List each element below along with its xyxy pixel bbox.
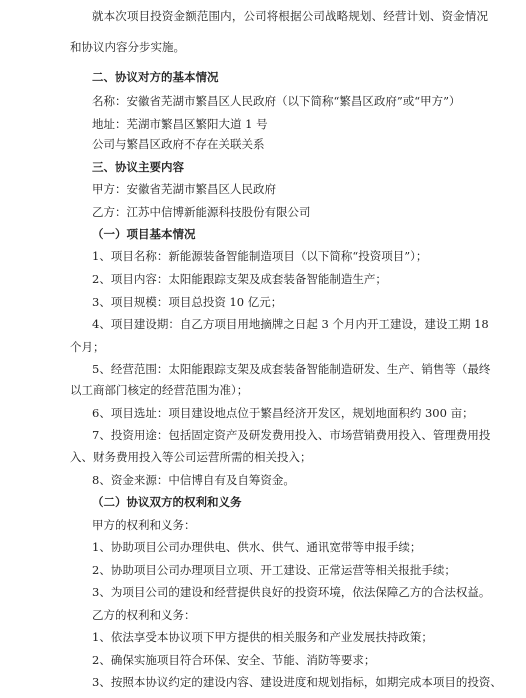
paragraph-line: 甲方：安徽省芜湖市繁昌区人民政府 — [92, 182, 276, 196]
section-heading: 三、协议主要内容 — [92, 160, 184, 174]
list-item: 1、项目名称：新能源装备智能制造项目（以下简称“投资项目”）； — [92, 249, 428, 263]
list-item: 6、项目选址：项目建设地点位于繁昌经济开发区，规划地面积约 300 亩； — [92, 406, 474, 420]
list-item: 2、协助项目公司办理项目立项、开工建设、正常运营等相关报批手续； — [92, 563, 456, 577]
list-item: 1、协助项目公司办理供电、供水、供气、通讯宽带等申报手续； — [92, 540, 422, 554]
list-item: 5、经营范围：太阳能跟踪支架及成套装备智能制造研发、生产、销售等（最终 — [92, 362, 491, 376]
paragraph-line: 公司与繁昌区政府不存在关联关系 — [92, 137, 265, 151]
list-item: 2、确保实施项目符合环保、安全、节能、消防等要求； — [92, 653, 376, 667]
subsection-heading: （一）项目基本情况 — [92, 227, 196, 241]
list-item: 3、按照本协议约定的建设内容、建设进度和规划指标，如期完成本项目的投资、 — [92, 675, 502, 689]
list-item: 4、项目建设期：自乙方项目用地摘牌之日起 3 个月内开工建设，建设工期 18 — [92, 317, 489, 331]
list-item: 1、依法享受本协议项下甲方提供的相关服务和产业发展扶持政策； — [92, 630, 433, 644]
paragraph-line: 就本次项目投资金额范围内，公司将根据公司战略规划、经营计划、资金情况 — [92, 9, 488, 23]
list-item: 8、资金来源：中信博自有及自筹资金。 — [92, 473, 295, 487]
paragraph-line: 乙方：江苏中信博新能源科技股份有限公司 — [92, 205, 311, 219]
list-item: 3、项目规模：项目总投资 10 亿元； — [92, 295, 283, 309]
list-item-continuation: 个月； — [70, 340, 105, 354]
paragraph-line: 乙方的权利和义务： — [92, 608, 196, 622]
list-item: 7、投资用途：包括固定资产及研发费用投入、市场营销费用投入、管理费用投 — [92, 428, 491, 442]
paragraph-line: 甲方的权利和义务： — [92, 518, 196, 532]
list-item-continuation: 入、财务费用投入等公司运营所需的相关投入； — [70, 450, 312, 464]
paragraph-line: 和协议内容分步实施。 — [70, 40, 185, 54]
paragraph-line: 地址：芜湖市繁昌区繁阳大道 1 号 — [92, 117, 268, 131]
subsection-heading: （二）协议双方的权利和义务 — [92, 495, 242, 509]
section-heading: 二、协议对方的基本情况 — [92, 70, 219, 84]
paragraph-line: 名称：安徽省芜湖市繁昌区人民政府（以下简称“繁昌区政府”或“甲方”） — [92, 94, 461, 108]
list-item-continuation: 以工商部门核定的经营范围为准）； — [70, 383, 249, 397]
list-item: 3、为项目公司的建设和经营提供良好的投资环境，依法保障乙方的合法权益。 — [92, 585, 491, 599]
list-item: 2、项目内容：太阳能跟踪支架及成套装备智能制造生产； — [92, 272, 387, 286]
